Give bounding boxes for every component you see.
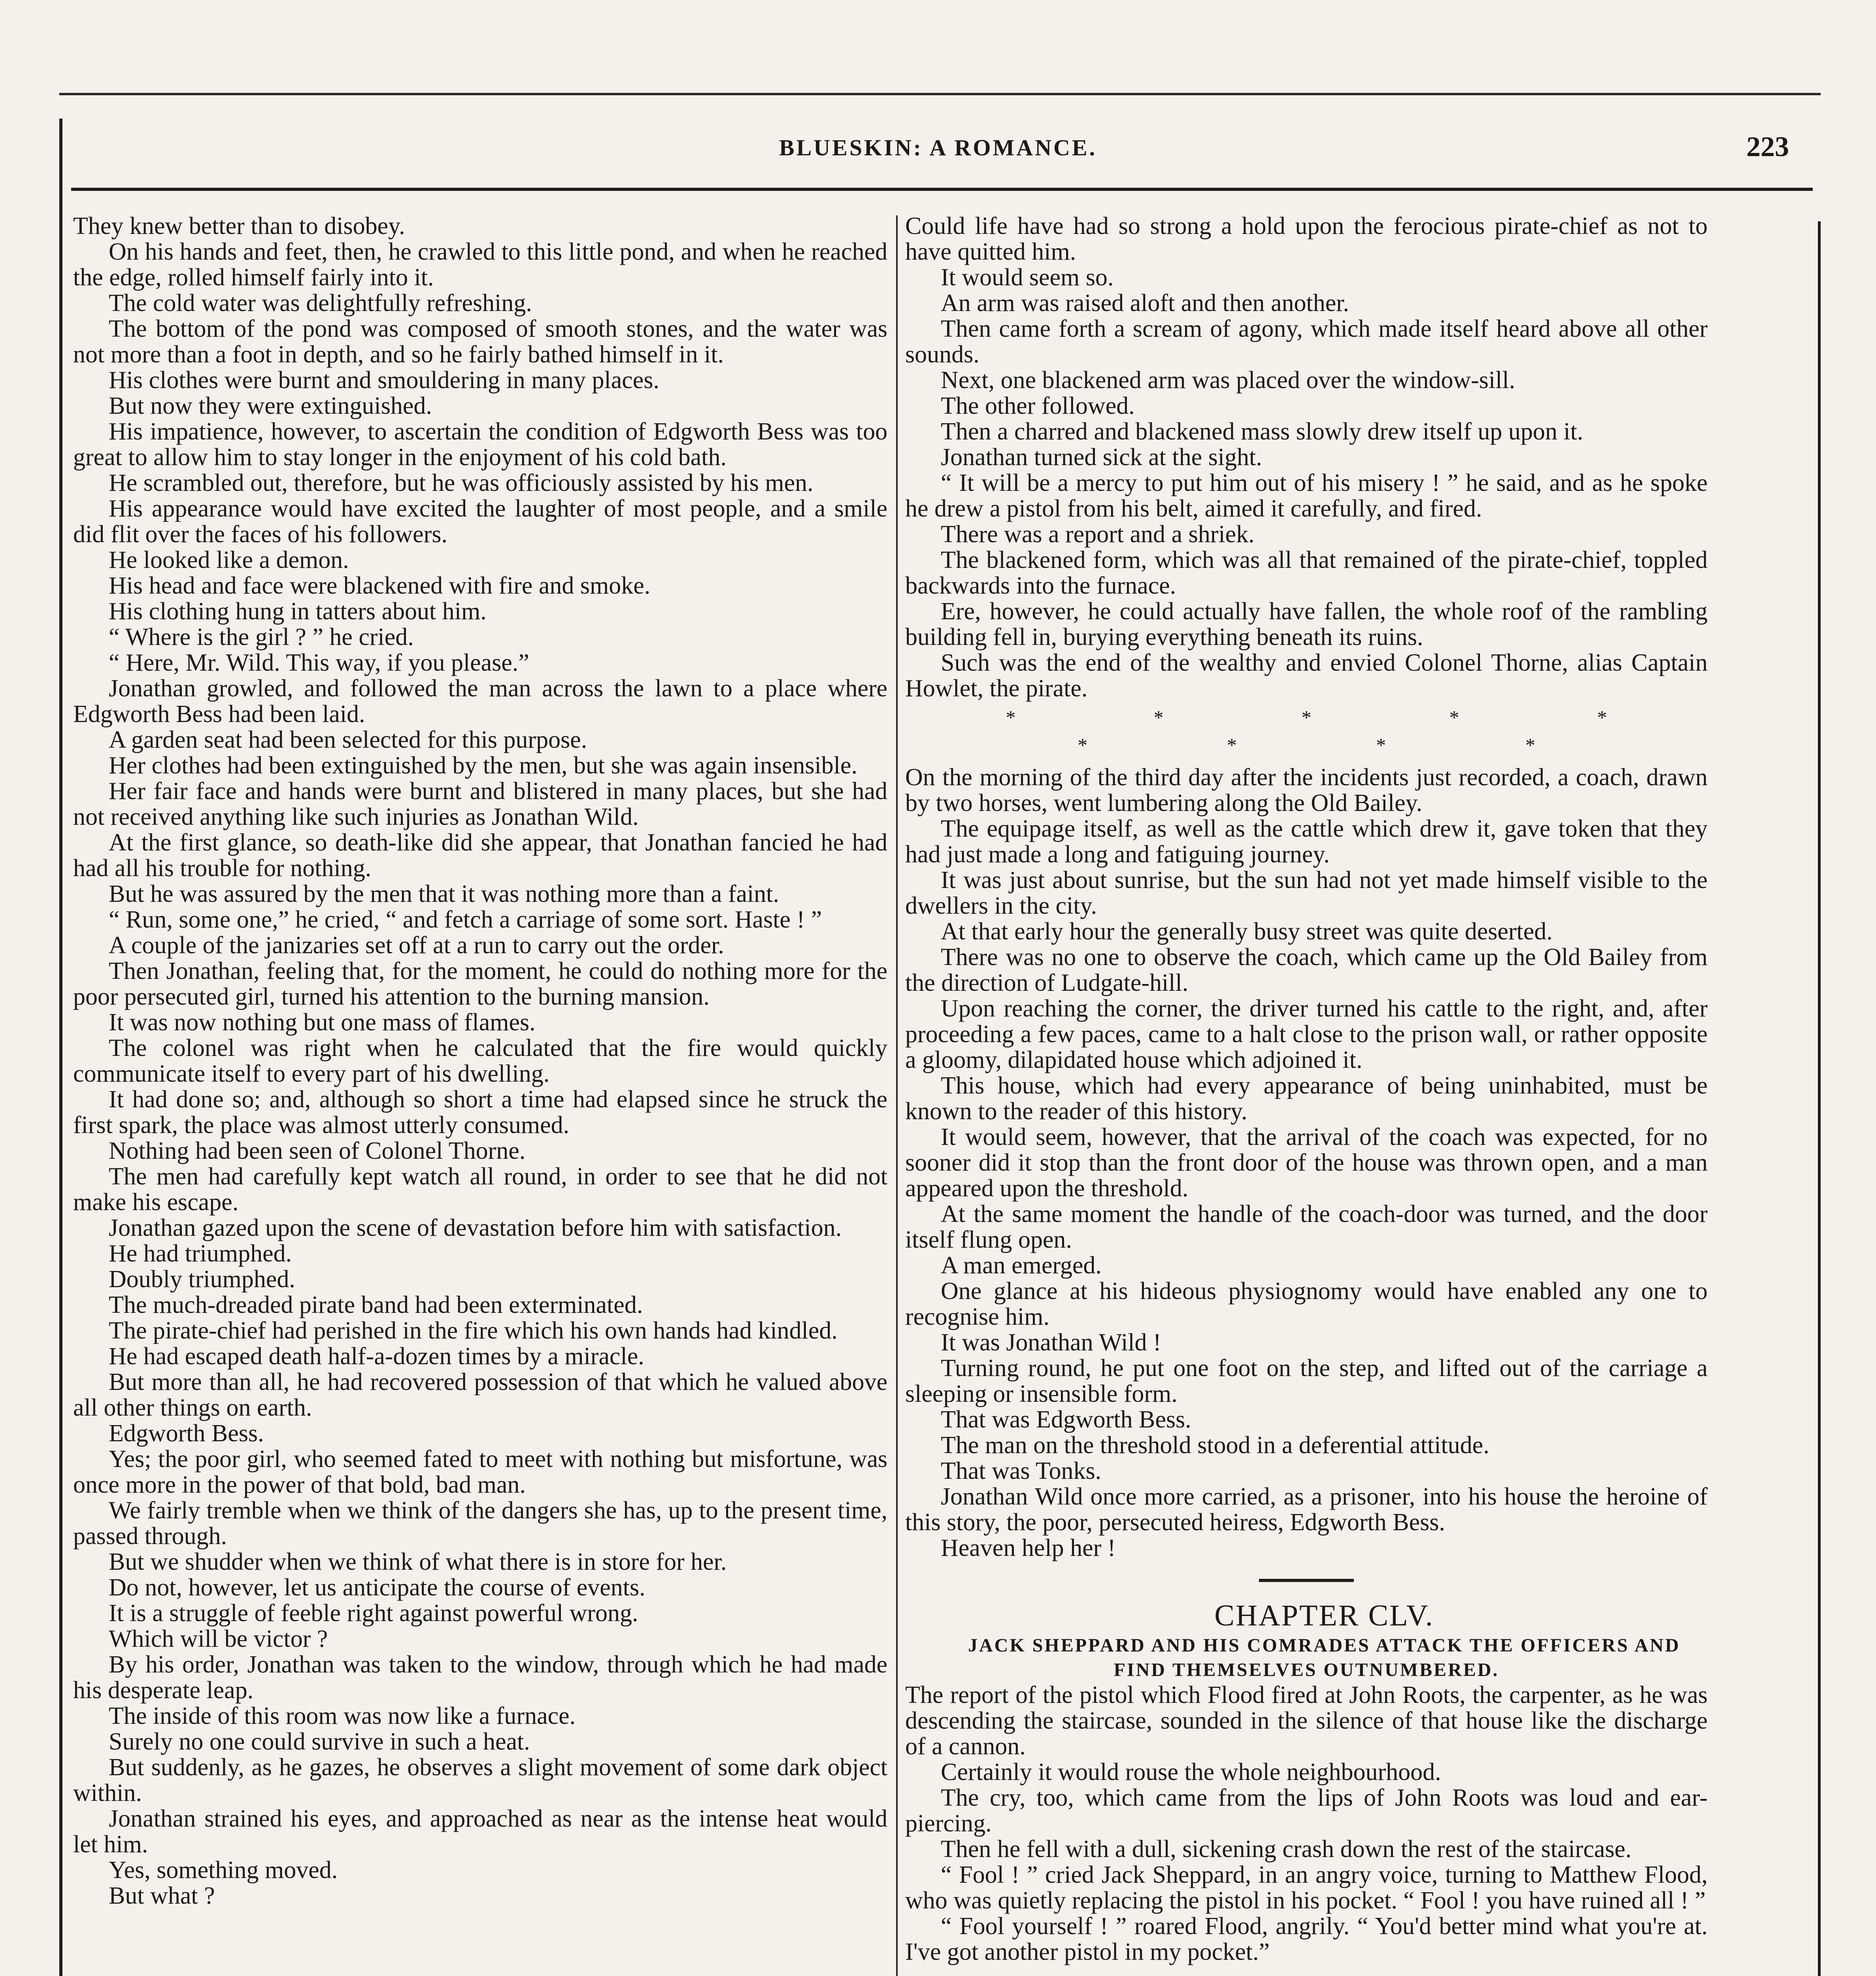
- right-column: [905, 213, 1708, 1976]
- paragraph: He had escaped death half-a-dozen times by a miracle.: [109, 1343, 644, 1370]
- paragraph: That was Tonks.: [941, 1457, 1102, 1484]
- paragraph: Jonathan Wild once more carried, as a prisoner, into his house the heroine of this story, the poor, persecuted heiress, Edgworth Bess.: [905, 1483, 1708, 1536]
- paragraph: His clothing hung in tatters about him.: [109, 598, 487, 625]
- paragraph: A garden seat had been selected for this purpose.: [109, 726, 587, 753]
- page-border-top: [59, 93, 1821, 95]
- paragraph: Yes; the poor girl, who seemed fated to meet with nothing but misfortune, was once more in the power of that bold, bad man.: [73, 1446, 887, 1498]
- paragraph: But he was assured by the men that it was nothing more than a faint.: [109, 881, 779, 907]
- paragraph: On his hands and feet, then, he crawled to this little pond, and when he reached the edge, rolled himself fairly into it.: [73, 238, 887, 291]
- paragraph: Doubly triumphed.: [109, 1266, 295, 1293]
- paragraph: Heaven help her !: [941, 1535, 1116, 1561]
- paragraph: On the morning of the third day after the incidents just recorded, a coach, drawn by two horses, went lumbering along the Old Bailey.: [905, 764, 1708, 816]
- paragraph: Then came forth a scream of agony, which made itself heard above all other sounds.: [905, 315, 1708, 368]
- paragraph: His appearance would have excited the laughter of most people, and a smile did flit over the faces of his followers.: [73, 495, 887, 548]
- page-border-right: [1818, 221, 1821, 1976]
- paragraph: The much-dreaded pirate band had been exterminated.: [109, 1292, 643, 1318]
- section-break-stars: [1008, 733, 1605, 757]
- column-divider: [896, 215, 898, 1976]
- paragraph: “ It will be a mercy to put him out of his misery ! ” he said, and as he spoke he drew a pistol from his belt, aimed it carefully, and fired.: [905, 469, 1708, 522]
- paragraph: Jonathan gazed upon the scene of devastation before him with satisfaction.: [109, 1214, 842, 1241]
- paragraph: Jonathan strained his eyes, and approached as near as the intense heat would let him.: [73, 1805, 887, 1858]
- paragraph: But now they were extinguished.: [109, 392, 432, 419]
- paragraph: Then a charred and blackened mass slowly drew itself up upon it.: [941, 418, 1583, 445]
- paragraph: Which will be victor ?: [109, 1625, 328, 1652]
- paragraph: “ Fool ! ” cried Jack Sheppard, in an angry voice, turning to Matthew Flood, who was quietly replacing the pistol in his pocket. “ Fool ! you have ruined all ! ”: [905, 1861, 1708, 1914]
- paragraph: The cold water was delightfully refreshing.: [109, 290, 532, 317]
- paragraph: Edgworth Bess.: [109, 1420, 264, 1447]
- paragraph: The colonel was right when he calculated that the fire would quickly communicate itself to every part of his dwelling.: [73, 1035, 887, 1087]
- paragraph: Jonathan turned sick at the sight.: [941, 444, 1262, 471]
- paragraph: But more than all, he had recovered possession of that which he valued above all other things on earth.: [73, 1369, 887, 1421]
- paragraph: Ere, however, he could actually have fallen, the whole roof of the rambling building fell in, burying everything beneath its ruins.: [905, 598, 1708, 650]
- paragraph: Her fair face and hands were burnt and blistered in many places, but she had not received anything like such injuries as Jonathan Wild.: [73, 778, 887, 830]
- paragraph: Turning round, he put one foot on the step, and lifted out of the carriage a sleeping or insensible form.: [905, 1355, 1708, 1407]
- paragraph: He looked like a demon.: [109, 547, 349, 573]
- paragraph: His impatience, however, to ascertain the condition of Edgworth Bess was too great to allow him to stay longer in the enjoyment of his cold bath.: [73, 418, 887, 471]
- paragraph: Nothing had been seen of Colonel Thorne.: [109, 1137, 526, 1164]
- paragraph: Surely no one could survive in such a heat.: [109, 1728, 530, 1755]
- paragraph: They knew better than to disobey.: [73, 213, 405, 239]
- section-break-stars: [937, 705, 1676, 729]
- paragraph: The bottom of the pond was composed of smooth stones, and the water was not more than a foot in depth, and so he fairly bathed himself in it.: [73, 315, 887, 368]
- chapter-separator-rule: [1259, 1579, 1354, 1582]
- paragraph: Upon reaching the corner, the driver turned his cattle to the right, and, after proceeding a few paces, came to a halt close to the prison wall, or rather opposite a gloomy, dilapidated house which adjoined it.: [905, 995, 1708, 1073]
- paragraph: But we shudder when we think of what there is in store for her.: [109, 1548, 727, 1575]
- paragraph: Her clothes had been extinguished by the men, but she was again insensible.: [109, 752, 857, 779]
- paragraph: He had triumphed.: [109, 1240, 292, 1267]
- paragraph: An arm was raised aloft and then another.: [941, 290, 1349, 317]
- paragraph: Yes, something moved.: [109, 1857, 338, 1884]
- paragraph: It was Jonathan Wild !: [941, 1329, 1161, 1356]
- paragraph: Next, one blackened arm was placed over the window-sill.: [941, 367, 1516, 394]
- paragraph: Then he fell with a dull, sickening crash down the rest of the staircase.: [941, 1836, 1632, 1863]
- paragraph: At the first glance, so death-like did she appear, that Jonathan fancied he had had all his trouble for nothing.: [73, 829, 887, 882]
- paragraph: We fairly tremble when we think of the dangers she has, up to the present time, passed through.: [73, 1497, 887, 1550]
- star-ornament: *: [1153, 706, 1164, 728]
- paragraph: That was Edgworth Bess.: [941, 1406, 1191, 1433]
- page-border-left: [59, 119, 62, 1976]
- paragraph: Certainly it would rouse the whole neighbourhood.: [941, 1759, 1441, 1786]
- paragraph: The cry, too, which came from the lips of John Roots was loud and ear-piercing.: [905, 1784, 1708, 1837]
- star-ornament: *: [1597, 706, 1607, 728]
- paragraph: The pirate-chief had perished in the fire which his own hands had kindled.: [109, 1317, 838, 1344]
- star-ornament: *: [1227, 734, 1237, 756]
- paragraph: A man emerged.: [941, 1252, 1102, 1279]
- paragraph: There was a report and a shriek.: [941, 521, 1255, 548]
- header-rule: [71, 188, 1813, 191]
- paragraph: Could life have had so strong a hold upon the ferocious pirate-chief as not to have quitted him.: [905, 213, 1708, 265]
- paragraph: Then Jonathan, feeling that, for the moment, he could do nothing more for the poor persecuted girl, turned his attention to the burning mansion.: [73, 958, 887, 1010]
- paragraph: But what ?: [109, 1882, 215, 1909]
- chapter-title: CHAPTER CLV.: [1214, 1599, 1434, 1632]
- star-ornament: *: [1525, 734, 1535, 756]
- paragraph: At the same moment the handle of the coach-door was turned, and the door itself flung open.: [905, 1201, 1708, 1253]
- chapter-summary: JACK SHEPPARD AND HIS COMRADES ATTACK THE OFFICERS AND FIND THEMSELVES OUTNUMBERED.: [968, 1635, 1680, 1680]
- paragraph: The man on the threshold stood in a deferential attitude.: [941, 1432, 1489, 1459]
- paragraph: It was now nothing but one mass of flames.: [109, 1009, 536, 1036]
- page-number: 223: [1746, 131, 1789, 162]
- paragraph: The equipage itself, as well as the cattle which drew it, gave token that they had just made a long and fatiguing journey.: [905, 815, 1708, 868]
- paragraph: Do not, however, let us anticipate the course of events.: [109, 1574, 645, 1601]
- paragraph: “ Here, Mr. Wild. This way, if you please.”: [109, 649, 529, 676]
- paragraph: “ Where is the girl ? ” he cried.: [109, 624, 414, 650]
- running-title: BLUESKIN: A ROMANCE.: [779, 135, 1097, 160]
- paragraph: His clothes were burnt and smouldering in many places.: [109, 367, 659, 394]
- paragraph: It would seem, however, that the arrival of the coach was expected, for no sooner did it stop than the front door of the house was thrown open, and a man appeared upon the threshold.: [905, 1124, 1708, 1202]
- star-ornament: *: [1006, 706, 1016, 728]
- paragraph: This house, which had every appearance of being uninhabited, must be known to the reader of this history.: [905, 1072, 1708, 1125]
- star-ornament: *: [1376, 734, 1386, 756]
- paragraph: He scrambled out, therefore, but he was officiously assisted by his men.: [109, 469, 813, 496]
- paragraph: One glance at his hideous physiognomy would have enabled any one to recognise him.: [905, 1278, 1708, 1330]
- star-ornament: *: [1078, 734, 1088, 756]
- paragraph: By his order, Jonathan was taken to the window, through which he had made his desperate leap.: [73, 1651, 887, 1704]
- paragraph: Jonathan growled, and followed the man across the lawn to a place where Edgworth Bess had been laid.: [73, 675, 887, 728]
- paragraph: It had done so; and, although so short a time had elapsed since he struck the first spark, the place was almost utterly consumed.: [73, 1086, 887, 1139]
- paragraph: His head and face were blackened with fire and smoke.: [109, 572, 651, 599]
- paragraph: The blackened form, which was all that remained of the pirate-chief, toppled backwards into the furnace.: [905, 547, 1708, 599]
- paragraph: Such was the end of the wealthy and envied Colonel Thorne, alias Captain Howlet, the pirate.: [905, 649, 1708, 702]
- star-ornament: *: [1301, 706, 1312, 728]
- paragraph: At that early hour the generally busy street was quite deserted.: [941, 918, 1553, 945]
- left-column: [73, 213, 887, 1976]
- paragraph: The other followed.: [941, 392, 1135, 419]
- paragraph: The inside of this room was now like a furnace.: [109, 1703, 576, 1729]
- paragraph: A couple of the janizaries set off at a run to carry out the order.: [109, 932, 724, 959]
- paragraph: There was no one to observe the coach, which came up the Old Bailey from the direction of Ludgate-hill.: [905, 944, 1708, 996]
- paragraph: But suddenly, as he gazes, he observes a slight movement of some dark object within.: [73, 1754, 887, 1806]
- paragraph: “ Run, some one,” he cried, “ and fetch a carriage of some sort. Haste ! ”: [109, 906, 822, 933]
- page-header: [71, 130, 1805, 174]
- paragraph: It was just about sunrise, but the sun had not yet made himself visible to the dwellers in the city.: [905, 867, 1708, 919]
- paragraph: It is a struggle of feeble right against powerful wrong.: [109, 1600, 638, 1627]
- paragraph: The report of the pistol which Flood fired at John Roots, the carpenter, as he was descending the staircase, sounded in the silence of that house like the discharge of a cannon.: [905, 1682, 1708, 1760]
- paragraph: The men had carefully kept watch all round, in order to see that he did not make his escape.: [73, 1163, 887, 1216]
- star-ornament: *: [1449, 706, 1459, 728]
- paragraph: “ Fool yourself ! ” roared Flood, angrily. “ You'd better mind what you're at. I've got another pistol in my pocket.”: [905, 1913, 1708, 1965]
- paragraph: It would seem so.: [941, 264, 1114, 291]
